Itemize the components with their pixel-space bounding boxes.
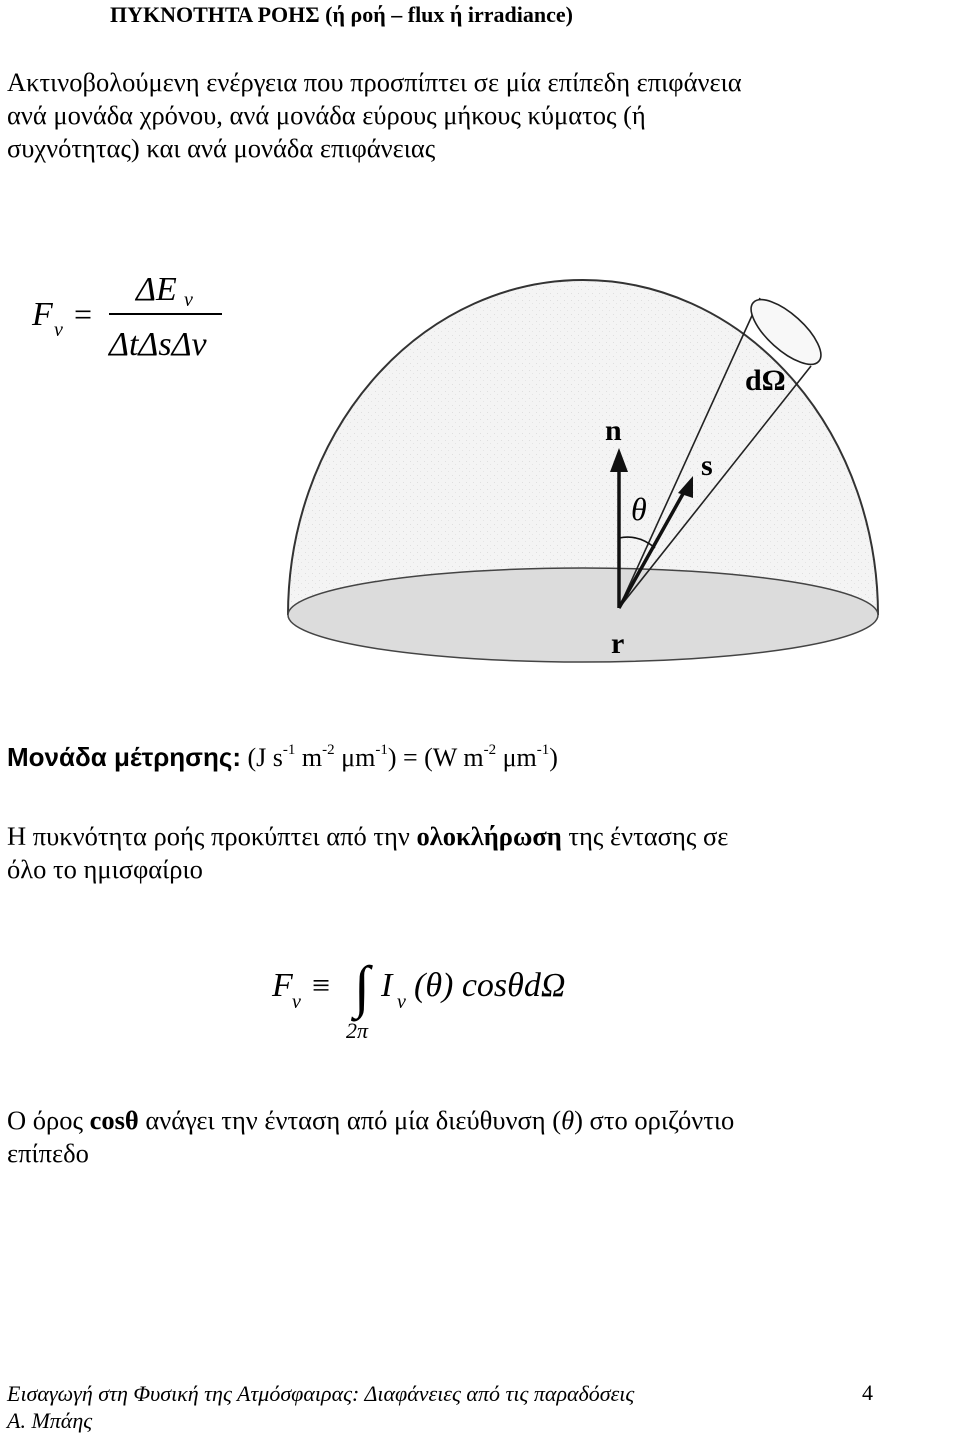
eq1-lhs: F (32, 296, 53, 333)
units-text: (J s (247, 743, 283, 772)
footer-course: Εισαγωγή στη Φυσική της Ατμόσφαιρας: Διαφάνειες από τις παραδόσεις (7, 1381, 635, 1406)
position-label: r (611, 627, 625, 660)
eq2-intensity: I (381, 967, 393, 1004)
integration-text: της έντασης σε (561, 821, 729, 851)
page-title: ΠΥΚΝΟΤΗΤΑ ΡΟΗΣ (ή ροή – flux ή irradiance) (110, 2, 573, 27)
eq1-lhs-sub: ν (54, 319, 63, 341)
units-text: ) = (W m (387, 743, 484, 772)
cos-line (7, 1104, 734, 1137)
eq2-equiv: ≡ (312, 967, 331, 1003)
definition-line: συχνότητας) και ανά μονάδα επιφάνειας (7, 133, 436, 163)
eq2-rest: (θ) cosθdΩ (414, 967, 566, 1004)
hemisphere-diagram (283, 270, 883, 680)
base-plane (288, 568, 878, 662)
units-exponent: -1 (375, 742, 388, 759)
flux-density-equation (24, 270, 244, 370)
footer (7, 1380, 634, 1434)
definition-line: Ακτινοβολούμενη ενέργεια που προσπίπτει σε μία επίπεδη επιφάνεια (7, 67, 742, 97)
cos-text: ανάγει την ένταση από μία διεύθυνση ( (138, 1105, 562, 1135)
eq1-denominator: ΔtΔsΔν (109, 326, 207, 363)
eq2-integral: ∫ (354, 954, 370, 1019)
footer-author: Α. Μπάης (7, 1408, 93, 1433)
cos-text: ) στο οριζόντιο (574, 1105, 735, 1135)
cos-text: Ο όρος (7, 1105, 90, 1135)
eq1-numerator-sub: ν (184, 289, 193, 311)
units-label: Μονάδα μέτρησης: (7, 742, 242, 772)
direction-label: s (701, 449, 713, 482)
eq1-numerator: ΔE (136, 271, 177, 308)
integration-text: Η πυκνότητα ροής προκύπτει από την (7, 821, 417, 851)
integration-line (7, 820, 728, 853)
eq2-lhs-sub: ν (292, 991, 301, 1013)
definition-paragraph (7, 66, 742, 165)
units-text: m (295, 743, 323, 772)
eq2-limit: 2π (346, 1018, 369, 1043)
flux-integral-equation (268, 948, 608, 1048)
definition-line: ανά μονάδα χρόνου, ανά μονάδα εύρους μήκους κύματος (ή (7, 100, 646, 130)
eq2-lhs: F (272, 967, 293, 1004)
theta-label: θ (631, 491, 647, 527)
cos-paragraph (7, 1104, 734, 1170)
normal-label: n (605, 414, 622, 447)
cos-theta: θ (561, 1105, 575, 1135)
units-text: μm (496, 743, 537, 772)
cos-bold: cosθ (89, 1105, 139, 1135)
units-exponent: -1 (282, 742, 296, 759)
eq2-intensity-sub: ν (397, 991, 406, 1013)
units-exponent: -2 (322, 742, 335, 759)
eq1-equals: = (74, 296, 93, 332)
units-exponent: -1 (536, 742, 550, 759)
units-text: ) (549, 743, 558, 772)
domega-label: dΩ (745, 364, 786, 397)
units-line (7, 742, 558, 773)
units-text: μm (334, 743, 376, 772)
page-number: 4 (862, 1380, 873, 1405)
integration-bold: ολοκλήρωση (416, 821, 562, 851)
cos-line: επίπεδο (7, 1138, 89, 1168)
integration-paragraph (7, 820, 728, 886)
integration-line: όλο το ημισφαίριο (7, 854, 203, 884)
units-exponent: -2 (483, 742, 497, 759)
